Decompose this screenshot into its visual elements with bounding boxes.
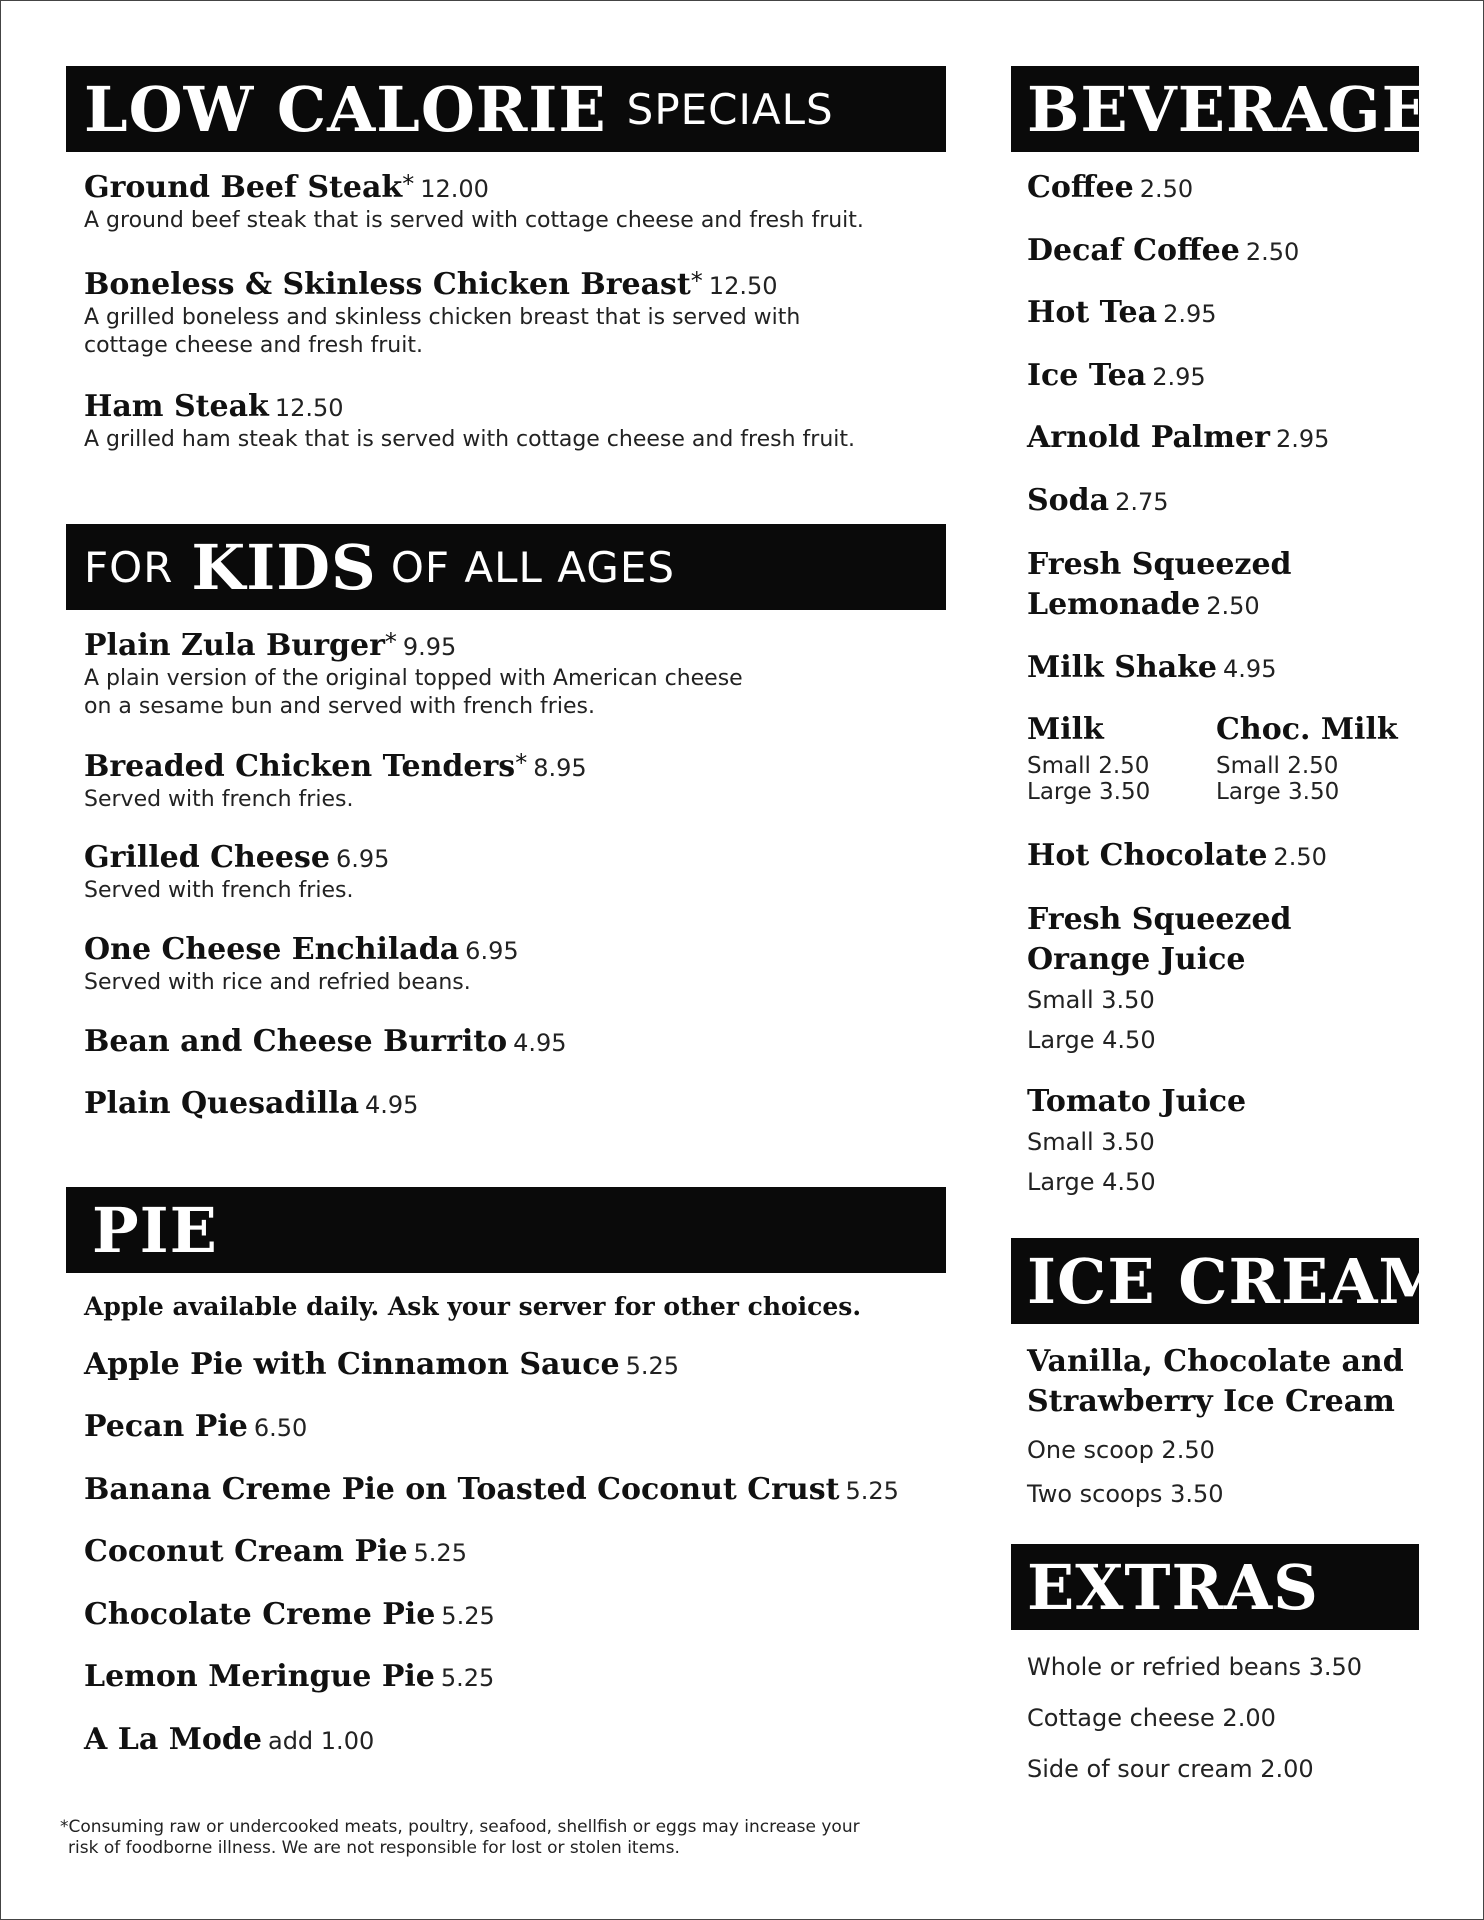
item-name: Grilled Cheese xyxy=(84,840,330,875)
kids-title-prefix: FOR xyxy=(84,542,174,592)
footnote xyxy=(60,1817,860,1859)
ice-cream-one-scoop: One scoop 2.50 xyxy=(1027,1436,1215,1464)
item-name: Breaded Chicken Tenders xyxy=(84,749,516,784)
item-name: Plain Quesadilla xyxy=(84,1086,360,1121)
pie-note: Apple available daily. Ask your server for other choices. xyxy=(84,1292,862,1321)
low-calorie-header xyxy=(66,66,946,152)
beverage-item: Soda 2.75 xyxy=(1027,483,1169,518)
item-asterisk: * xyxy=(402,170,415,198)
menu-item xyxy=(84,1534,1004,1569)
item-price: 12.50 xyxy=(274,394,344,422)
ice-cream-header xyxy=(1011,1238,1449,1324)
item-price: 4.95 xyxy=(365,1091,419,1119)
ice-cream-two-scoops: Two scoops 3.50 xyxy=(1027,1480,1224,1508)
item-name: Apple Pie with Cinnamon Sauce xyxy=(84,1347,620,1382)
kids-title-suffix: OF ALL AGES xyxy=(390,542,676,592)
item-asterisk: * xyxy=(384,628,397,656)
ice-cream-name: Strawberry Ice Cream xyxy=(1027,1384,1395,1419)
kids-title: KIDS xyxy=(191,530,377,604)
beverage-item: Hot Tea 2.95 xyxy=(1027,295,1217,330)
item-name: Plain Zula Burger xyxy=(84,628,385,663)
menu-item xyxy=(84,1597,1004,1632)
item-name: Pecan Pie xyxy=(84,1409,248,1444)
menu-item xyxy=(84,1659,1004,1694)
beverages-title: BEVERAGES xyxy=(1027,72,1476,146)
pie-title: PIE xyxy=(92,1193,218,1267)
extras-header xyxy=(1011,1544,1419,1630)
item-description: cottage cheese and fresh fruit. xyxy=(84,333,423,358)
orange-juice-item: Fresh Squeezed Orange Juice Small 3.50 Large 4.50 xyxy=(1027,902,1292,1054)
choc-milk-item: Choc. Milk Small 2.50 Large 3.50 xyxy=(1216,712,1398,805)
extras-section xyxy=(1027,1642,1362,1795)
item-price: 5.25 xyxy=(441,1602,495,1630)
low-calorie-title: LOW CALORIE xyxy=(84,72,607,146)
item-price: 8.95 xyxy=(533,754,587,782)
pie-header xyxy=(66,1187,946,1273)
menu-item xyxy=(84,170,1004,235)
beverage-item: Fresh Squeezed Lemonade 2.50 xyxy=(1027,547,1292,622)
beverage-item: Arnold Palmer 2.95 xyxy=(1027,420,1330,455)
beverage-item: Ice Tea 2.95 xyxy=(1027,358,1206,393)
low-calorie-subtitle: SPECIALS xyxy=(626,84,834,134)
item-price: 5.25 xyxy=(413,1539,467,1567)
beverage-item: Decaf Coffee 2.50 xyxy=(1027,233,1300,268)
item-name: Lemon Meringue Pie xyxy=(84,1659,435,1694)
item-price: 12.50 xyxy=(708,272,778,300)
menu-item xyxy=(84,932,1004,997)
item-name: One Cheese Enchilada xyxy=(84,932,460,967)
item-name: Ground Beef Steak xyxy=(84,170,403,205)
item-price: 6.95 xyxy=(465,937,519,965)
item-price: 6.95 xyxy=(335,845,390,873)
menu-item xyxy=(84,267,1004,360)
item-price: 6.50 xyxy=(253,1414,308,1442)
menu-item xyxy=(84,840,1004,905)
tomato-juice-item: Tomato Juice Small 3.50 Large 4.50 xyxy=(1027,1084,1247,1196)
footnote-line: *Consuming raw or undercooked meats, poultry, seafood, shellfish or eggs may increase your xyxy=(60,1817,860,1837)
item-name: Boneless & Skinless Chicken Breast xyxy=(84,267,691,302)
item-description: Served with french fries. xyxy=(84,878,354,903)
milk-item: Milk Small 2.50 Large 3.50 xyxy=(1027,712,1151,805)
item-price: 12.00 xyxy=(420,175,489,203)
beverage-item: Milk Shake 4.95 xyxy=(1027,650,1277,685)
item-price: 5.25 xyxy=(440,1664,495,1692)
extras-item: Cottage cheese 2.00 xyxy=(1027,1704,1276,1732)
ice-cream-title: ICE CREAM xyxy=(1027,1244,1449,1318)
item-asterisk: * xyxy=(515,749,528,777)
footnote-line: risk of foodborne illness. We are not responsible for lost or stolen items. xyxy=(68,1838,680,1858)
menu-item xyxy=(84,749,1004,814)
ice-cream-section xyxy=(1027,1342,1404,1516)
item-description: A plain version of the original topped with American cheese xyxy=(84,666,743,691)
item-name: Chocolate Creme Pie xyxy=(84,1597,436,1632)
menu-item xyxy=(84,1024,1004,1059)
beverage-item: Hot Chocolate 2.50 xyxy=(1027,838,1327,873)
item-asterisk: * xyxy=(690,267,703,295)
menu-item xyxy=(84,389,1004,454)
item-name: Bean and Cheese Burrito xyxy=(84,1024,508,1059)
item-description: Served with rice and refried beans. xyxy=(84,970,471,995)
extras-title: EXTRAS xyxy=(1027,1550,1319,1624)
item-price: add 1.00 xyxy=(267,1727,375,1755)
extras-item: Whole or refried beans 3.50 xyxy=(1027,1653,1363,1681)
item-price: 5.25 xyxy=(845,1477,899,1505)
menu-item xyxy=(84,1347,1004,1382)
item-price: 9.95 xyxy=(402,633,457,661)
beverage-item: Coffee 2.50 xyxy=(1027,170,1194,205)
menu-item xyxy=(84,628,1004,721)
ice-cream-name: Vanilla, Chocolate and xyxy=(1027,1344,1404,1379)
item-description: Served with french fries. xyxy=(84,787,354,812)
item-description: on a sesame bun and served with french fries. xyxy=(84,694,595,719)
item-price: 4.95 xyxy=(513,1029,567,1057)
item-name: Banana Creme Pie on Toasted Coconut Crust xyxy=(84,1472,840,1507)
item-price: 5.25 xyxy=(625,1352,680,1380)
item-name: A La Mode xyxy=(84,1722,262,1757)
item-description: A grilled boneless and skinless chicken breast that is served with xyxy=(84,305,801,330)
item-name: Coconut Cream Pie xyxy=(84,1534,408,1569)
menu-item xyxy=(84,1472,1004,1507)
menu-item xyxy=(84,1409,1004,1444)
kids-header xyxy=(66,524,946,610)
item-description: A ground beef steak that is served with cottage cheese and fresh fruit. xyxy=(84,208,864,233)
item-description: A grilled ham steak that is served with cottage cheese and fresh fruit. xyxy=(84,427,855,452)
extras-item: Side of sour cream 2.00 xyxy=(1027,1755,1314,1783)
menu-item xyxy=(84,1086,1004,1121)
menu-item xyxy=(84,1722,1004,1757)
item-name: Ham Steak xyxy=(84,389,269,424)
beverages-header xyxy=(1011,66,1476,152)
